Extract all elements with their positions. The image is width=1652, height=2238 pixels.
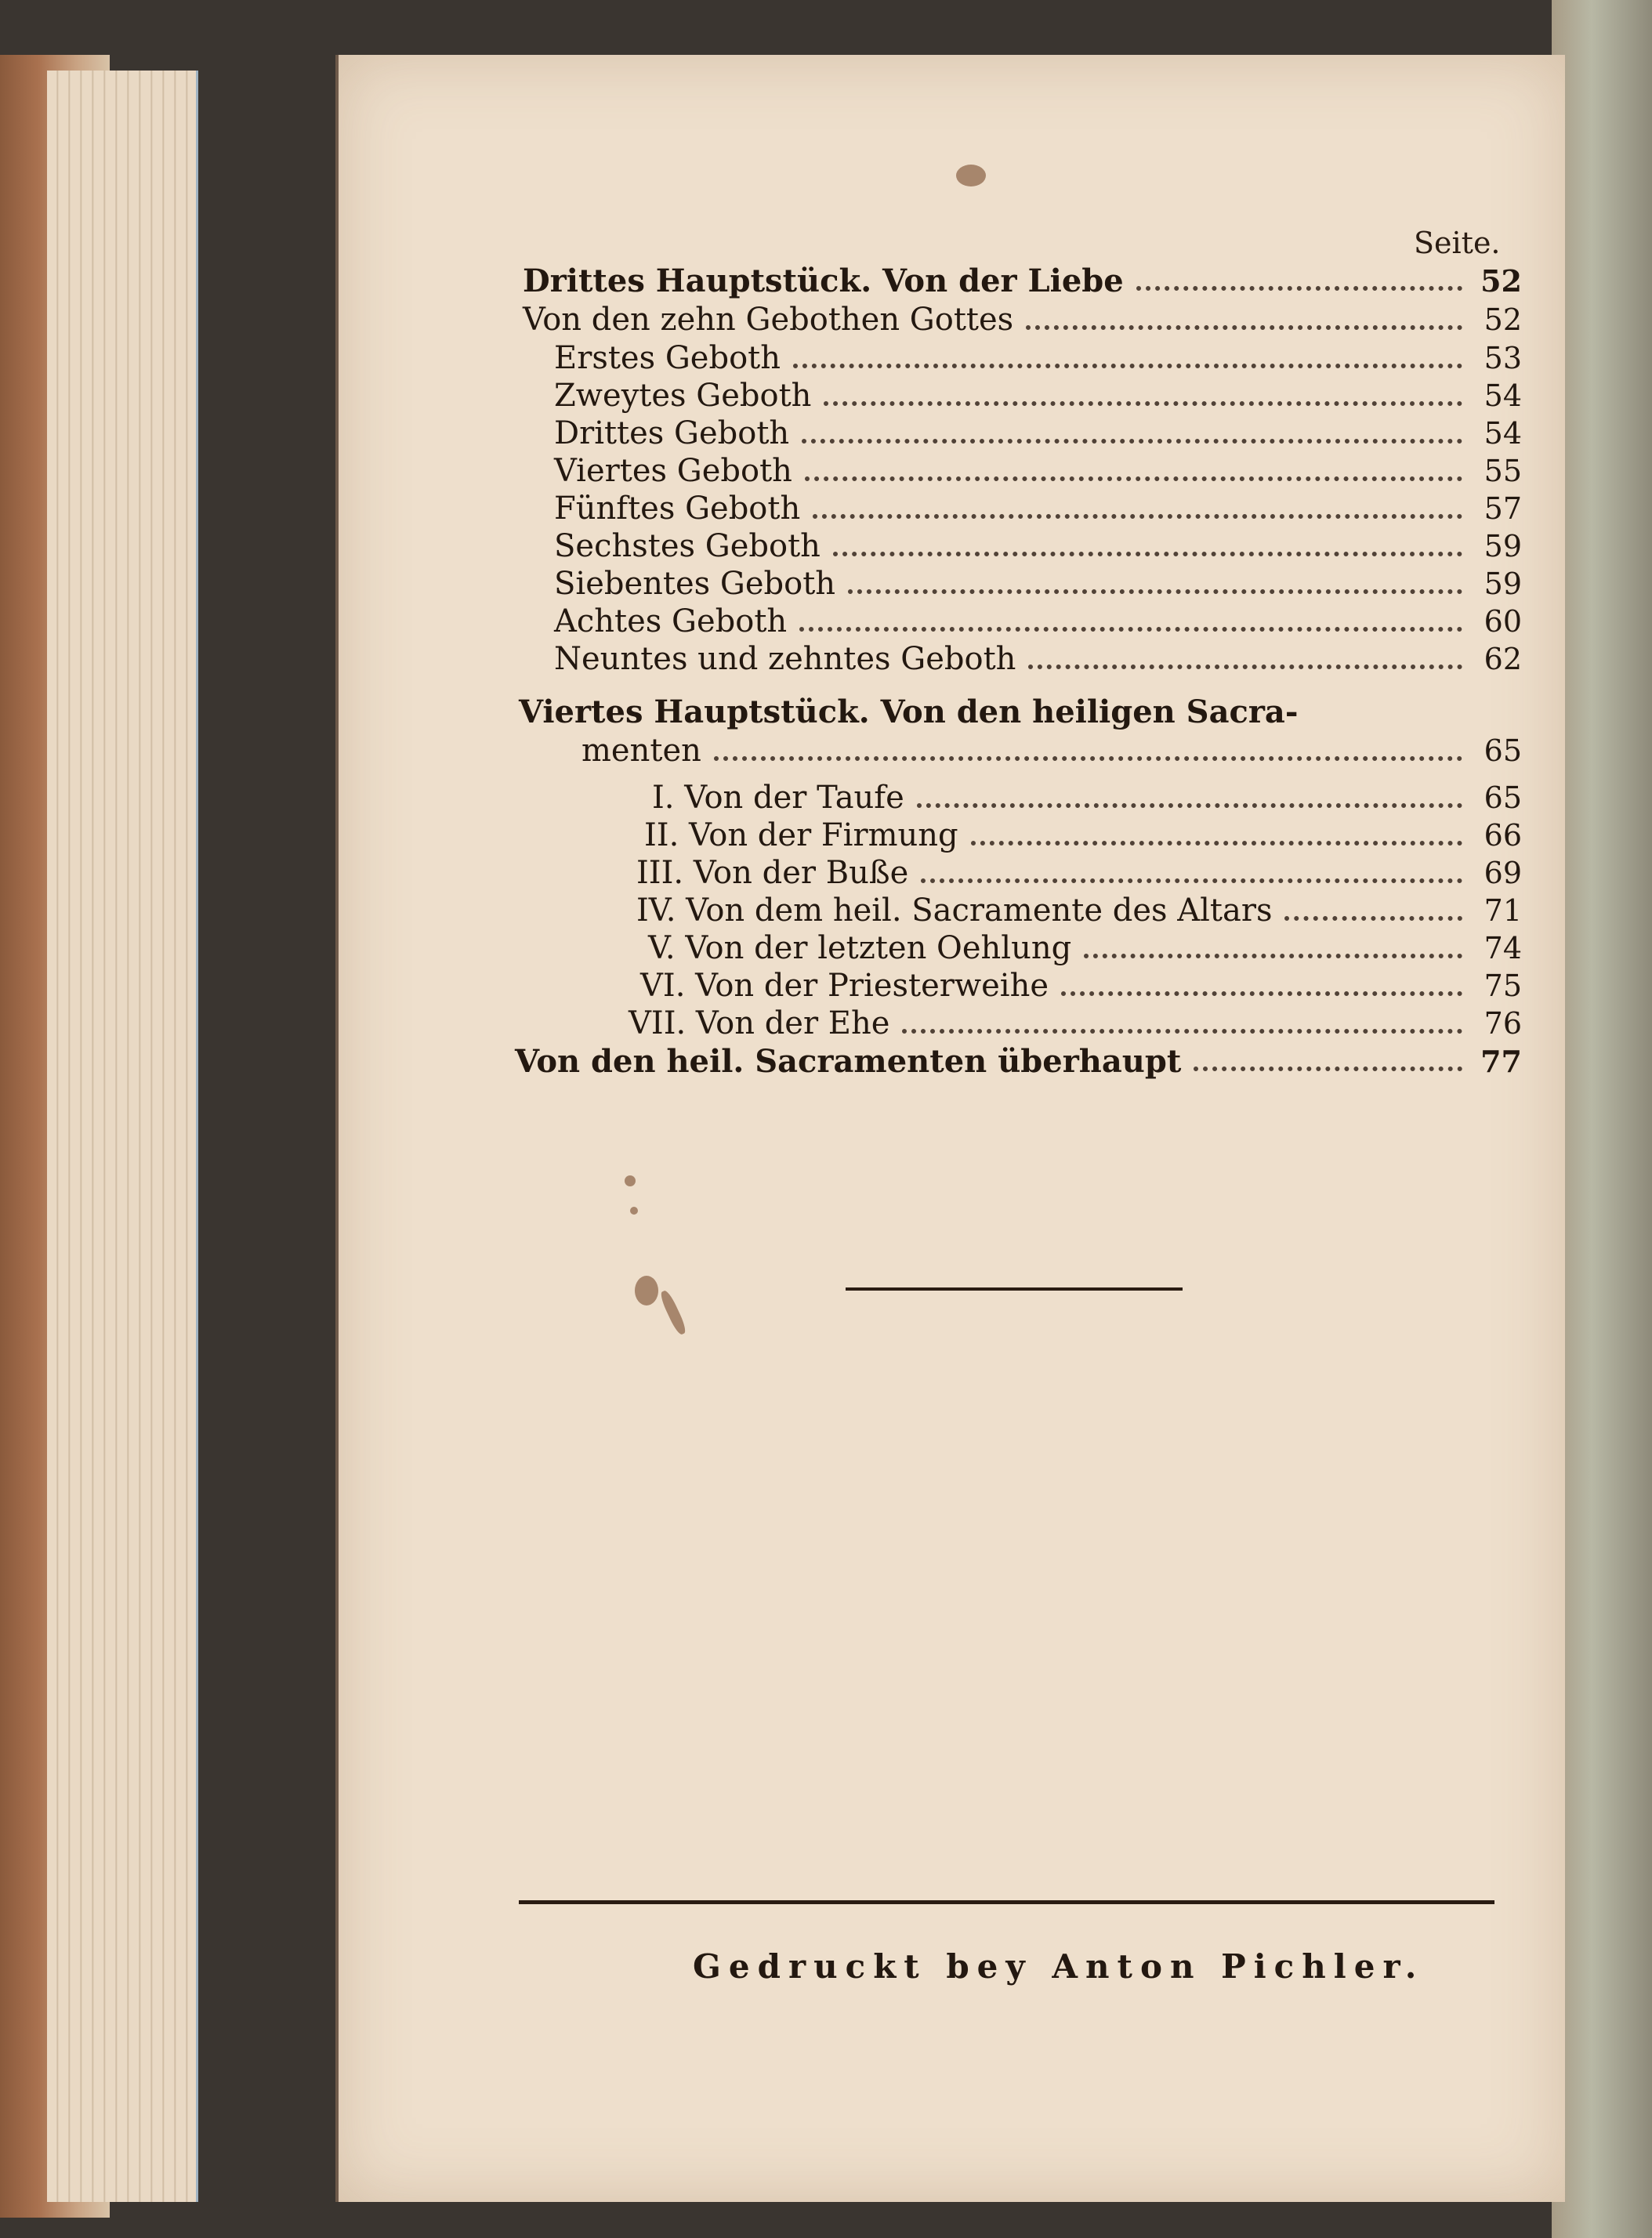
footer-rule — [519, 1900, 1494, 1904]
toc-entry: menten 65 — [581, 733, 1522, 769]
toc-entry: Erstes Geboth 53 — [554, 340, 1522, 376]
toc-entry: Zweytes Geboth 54 — [554, 378, 1522, 414]
divider-rule — [846, 1287, 1183, 1291]
facing-page-edge — [1552, 0, 1652, 2238]
toc-entry: VI. Von der Priesterweihe 75 — [640, 968, 1522, 1004]
toc-entry: Sechstes Geboth 59 — [554, 528, 1522, 564]
column-header: Seite. — [1414, 226, 1501, 260]
toc-entry: Drittes Geboth 54 — [554, 415, 1522, 451]
toc-entry: I. Von der Taufe 65 — [652, 780, 1522, 816]
toc-entry: Achtes Geboth 60 — [554, 603, 1522, 639]
ink-stain — [658, 1289, 688, 1336]
toc-entry: Neuntes und zehntes Geboth 62 — [554, 641, 1522, 677]
toc-entry: V. Von der letzten Oehlung 74 — [648, 930, 1522, 966]
ink-stain — [625, 1175, 636, 1186]
toc-entry: Viertes Geboth 55 — [554, 453, 1522, 489]
toc-entry: IV. Von dem heil. Sacramente des Altars 71 — [636, 893, 1522, 929]
toc-entry: Fünftes Geboth 57 — [554, 491, 1522, 527]
ink-stain — [956, 165, 986, 186]
ink-stain — [635, 1276, 658, 1306]
page-stack — [47, 71, 198, 2202]
toc-entry: Viertes Hauptstück. Von den heiligen Sacra- — [519, 693, 1299, 730]
toc-entry: Siebentes Geboth 59 — [554, 566, 1522, 602]
toc-entry: II. Von der Firmung 66 — [644, 817, 1522, 853]
book-page — [335, 55, 1565, 2202]
ink-stain — [630, 1207, 638, 1215]
toc-entry: Von den heil. Sacramenten überhaupt 77 — [515, 1043, 1522, 1080]
toc-entry: III. Von der Buße 69 — [636, 855, 1522, 891]
toc-entry: VII. Von der Ehe 76 — [629, 1005, 1522, 1041]
printer-imprint: Gedruckt bey Anton Pichler. — [693, 1947, 1425, 1986]
toc-entry: Von den zehn Gebothen Gottes 52 — [523, 302, 1522, 338]
toc-entry: Drittes Hauptstück. Von der Liebe 52 — [523, 263, 1522, 299]
